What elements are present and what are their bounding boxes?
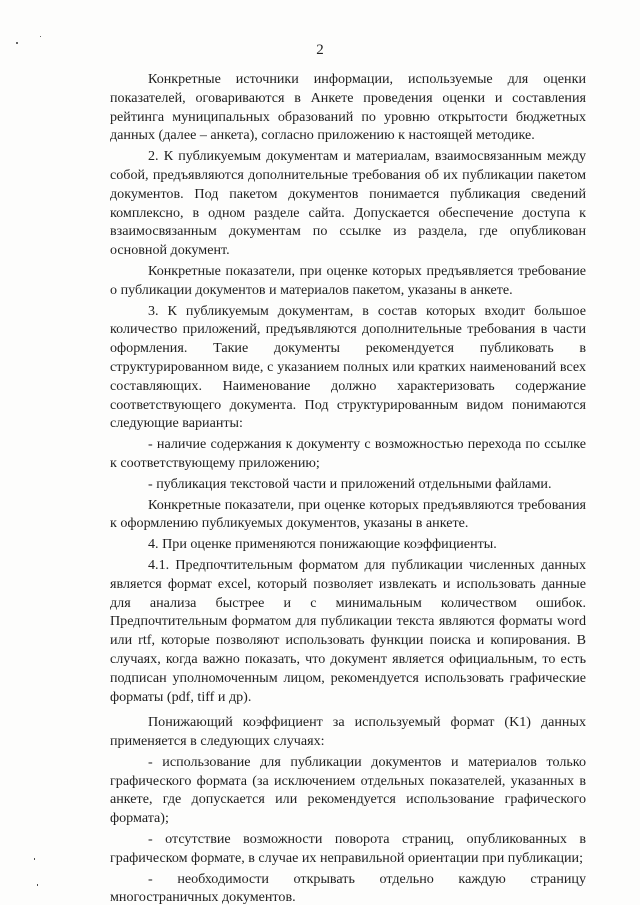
paragraph: Конкретные показатели, при оценке которых предъявляется требование о публикации документов и материалов пакетом, указаны в анкете. [110, 262, 586, 298]
scan-speck [40, 36, 41, 37]
list-item: - отсутствие возможности поворота страниц, опубликованных в графическом формате, в случае их неправильной ориентации при публикации; [110, 831, 586, 866]
list-item: - использование для публикации документов и материалов только графического формата (за исключением отдельных показателей, указанных в анкете, где допускается или рекомендуется использование графического формата); [110, 753, 586, 827]
paragraph: Конкретные источники информации, используемые для оценки показателей, оговариваются в Анкете проведения оценки и составления рейтинга муниципальных образований по уровню открытости бюджетных данных (далее – анкета), согласно приложению к настоящей методике. [110, 71, 586, 144]
paragraph: 4.1. Предпочтительным форматом для публикации численных данных является формат excel, который позволяет извлекать и использовать данные для анализа быстрее и с минимальным количеством ошибок. Предпочтительным форматом для публикации текста являются форматы word или rtf, которые позволяют использовать функции поиска и копирования. В случаях, когда важно показать, что документ является официальным, то есть подписан уполномоченным лицом, рекомендуется использовать графические форматы (pdf, tiff и др). [110, 556, 586, 705]
list-item: - публикация текстовой части и приложений отдельными файлами. [148, 475, 552, 492]
scan-speck [34, 858, 35, 860]
list-item: - необходимости открывать отдельно каждую страницу многостраничных документов. [110, 870, 586, 905]
page-number: 2 [316, 42, 324, 58]
paragraph: 3. К публикуемым документам, в состав которых входит большое количество приложений, предъявляются дополнительные требования в части оформления. Такие документы рекомендуется публиковать в структурированном виде, с указанием полных или кратких наименований всех составляющих. Наименование должно характеризовать содержание соответствующего документа. Под структурированным видом понимаются следующие варианты: [110, 302, 586, 432]
paragraph: Конкретные показатели, при оценке которых предъявляются требования к оформлению публикуемых документов, указаны в анкете. [110, 496, 586, 532]
scan-speck [37, 884, 38, 886]
paragraph: Понижающий коэффициент за используемый формат (K1) данных применяется в следующих случаях: [110, 714, 586, 750]
paragraph: 2. К публикуемым документам и материалам, взаимосвязанным между собой, предъявляются дополнительные требования об их публикации пакетом документов. Под пакетом документов понимается публикация сведений комплексно, в одном разделе сайта. Допускается обеспечение доступа к взаимосвязанным документам по ссылке из раздела, где опубликован основной документ. [110, 148, 586, 259]
paragraph: 4. При оценке применяются понижающие коэффициенты. [148, 536, 497, 553]
document-body [110, 70, 586, 905]
list-item: - наличие содержания к документу с возможностью перехода по ссылке к соответствующему приложению; [110, 436, 586, 471]
